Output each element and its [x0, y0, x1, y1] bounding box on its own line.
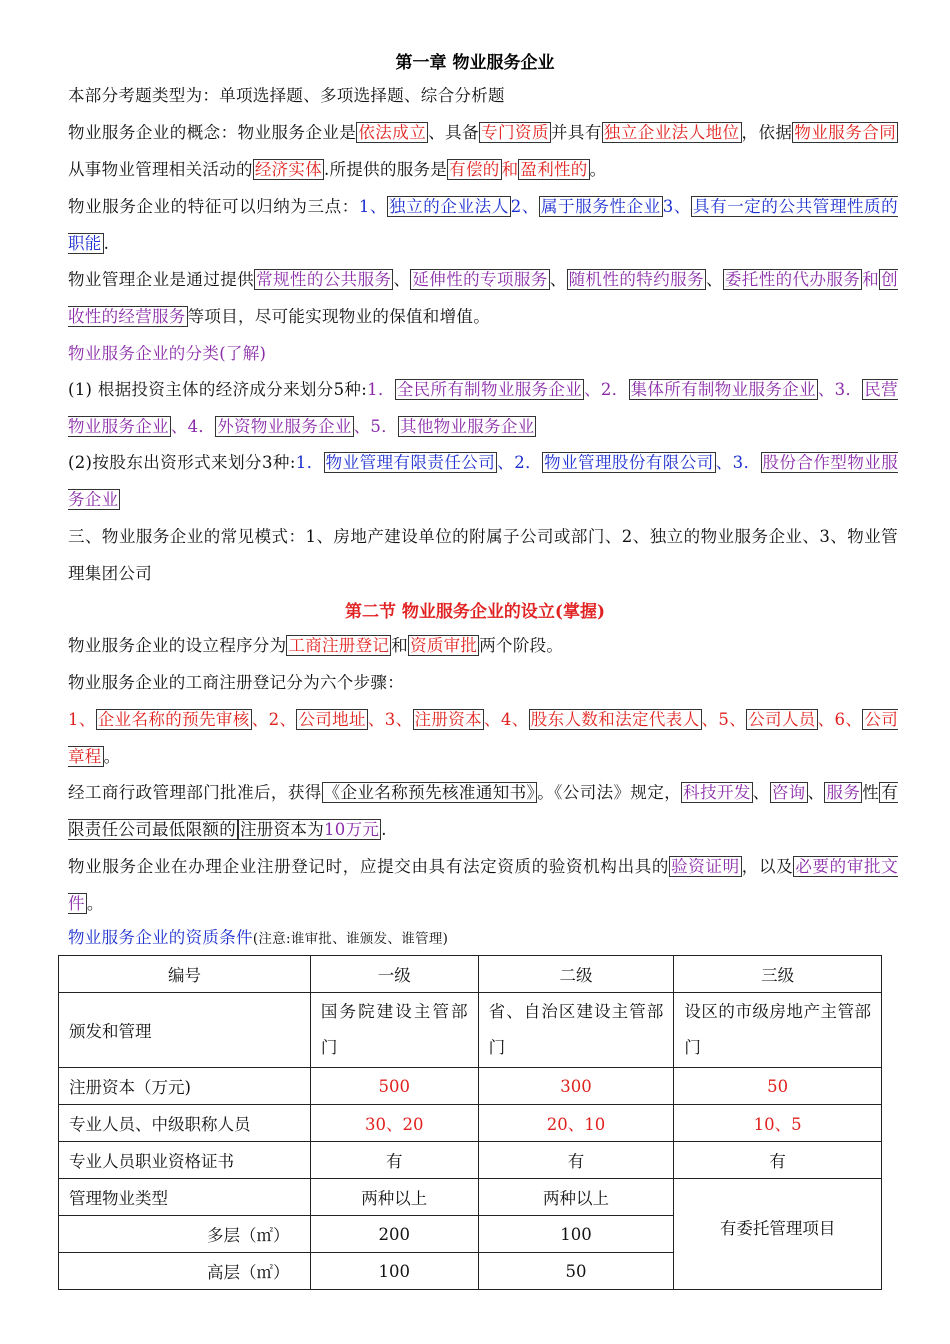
table-cell: 300 [478, 1068, 674, 1105]
min-capital-phrase: 有限责任公司最低限额的 [68, 783, 899, 839]
header-level-2: 二级 [478, 956, 674, 993]
classification-heading: 物业服务企业的分类(了解) [68, 344, 267, 363]
header-level-3: 三级 [674, 956, 882, 993]
row-label: 注册资本（万元) [59, 1068, 311, 1105]
service-regular: 常规性的公共服务 [256, 270, 392, 289]
table-cell: 有委托管理项目 [674, 1179, 882, 1290]
qualification-table [58, 955, 882, 1290]
class-collective: 集体所有制物业服务企业 [630, 380, 816, 399]
type-tech: 科技开发 [683, 783, 751, 802]
table-cell: 省、自治区建设主管部门 [478, 993, 674, 1068]
approval-documents: 必要的审批文件 [68, 857, 898, 913]
verification-paragraph: 物业服务企业在办理企业注册登记时，应提交由具有法定资质的验资机构出具的 验资证明 ，以及 必要的审批文件 。 [68, 857, 898, 913]
table-cell: 有 [478, 1142, 674, 1179]
classification-by-investor: (1) 根据投资主体的经济成分来划分5种:1． 全民所有制物业服务企业 、2． 集体所有制物业服务企业 、3． 民营物业服务企业 、4． 外资物业服务企业 、5． 其他物业服务企业 [68, 380, 898, 436]
class-other: 其他物业服务企业 [400, 417, 535, 436]
table-row [59, 1068, 882, 1105]
feature-2: 属于服务性企业 [541, 197, 661, 216]
highlight-legal-person: 独立企业法人地位 [603, 123, 740, 142]
table-cell: 50 [478, 1253, 674, 1290]
table-cell: 50 [674, 1068, 882, 1105]
feature-1: 独立的企业法人 [389, 197, 509, 216]
table-cell: 20、10 [478, 1105, 674, 1142]
notice-name: 《企业名称预先核准通知书》 [323, 783, 536, 802]
table-cell: 两种以上 [310, 1179, 478, 1216]
highlight-qualification: 专门资质 [481, 123, 549, 142]
row-label: 高层（㎡） [59, 1253, 311, 1290]
services-paragraph: 物业管理企业是通过提供 常规性的公共服务 、 延伸性的专项服务 、 随机性的特约服务 、 委托性的代办服务 和 创收性的经营服务 等项目，尽可能实现物业的保值和增值。 [68, 270, 898, 326]
features-paragraph: 物业服务企业的特征可以归纳为三点：1、 独立的企业法人 2、 属于服务性企业 3、 具有一定的公共管理性质的职能 . [68, 197, 898, 253]
type-service: 服务 [826, 783, 861, 802]
row-label: 颁发和管理 [59, 993, 311, 1068]
class-foreign: 外资物业服务企业 [217, 417, 352, 436]
classification-by-shareholder: (2)按股东出资形式来划分3种:1． 物业管理有限责任公司 、2． 物业管理股份有限公司 、3． 股份合作型物业服务企业 [68, 453, 899, 509]
row-label: 专业人员、中级职称人员 [59, 1105, 311, 1142]
qualification-heading: 物业服务企业的资质条件(注意:谁审批、谁颁发、谁管理) [68, 928, 449, 947]
service-special: 随机性的特约服务 [568, 270, 704, 289]
table-cell: 10、5 [674, 1105, 882, 1142]
highlight-contract: 物业服务合同 [794, 123, 896, 142]
registration-steps: 1、 企业名称的预先审核 、2、 公司地址 、3、 注册资本 、4、 股东人数和法定代表人 、5、 公司人员 、6、 公司章程 。 [68, 710, 898, 766]
highlight-paid: 有偿的 [449, 160, 500, 179]
header-level-1: 一级 [310, 956, 478, 993]
step-shareholders: 股东人数和法定代表人 [530, 710, 700, 729]
table-cell: 国务院建设主管部门 [310, 993, 478, 1068]
table-row [59, 1105, 882, 1142]
table-cell: 200 [310, 1216, 478, 1253]
header-number: 编号 [59, 956, 311, 993]
step-address: 公司地址 [298, 710, 366, 729]
service-business: 创收性的经营服务 [68, 270, 898, 326]
class-stock: 物业管理股份有限公司 [544, 453, 714, 472]
table-cell: 有 [310, 1142, 478, 1179]
approval-paragraph: 经工商行政管理部门批准后，获得 《企业名称预先核准通知书》 。《公司法》规定， 科技开发 、 咨询 、 服务 性 有限责任公司最低限额的 注册资本为10万元 . [68, 783, 899, 839]
table-cell: 设区的市级房地产主管部门 [674, 993, 882, 1068]
highlight-lawful: 依法成立 [358, 123, 427, 142]
feature-3: 具有一定的公共管理性质的职能 [68, 197, 898, 253]
class-state: 全民所有制物业服务企业 [396, 380, 583, 399]
step-name-check: 企业名称的预先审核 [97, 710, 250, 729]
section-title: 第二节 物业服务企业的设立(掌握) [344, 602, 605, 622]
service-agency: 委托性的代办服务 [724, 270, 861, 289]
service-extended: 延伸性的专项服务 [412, 270, 548, 289]
highlight-economic-entity: 经济实体 [254, 160, 323, 179]
class-cooperative: 股份合作型物业服务企业 [68, 453, 899, 509]
steps-intro: 物业服务企业的工商注册登记分为六个步骤： [68, 673, 404, 692]
highlight-profit: 盈利性的 [520, 160, 588, 179]
table-row [59, 993, 882, 1068]
capital-certificate: 验资证明 [671, 857, 740, 876]
capital-amount: 注册资本为10万元 [240, 820, 380, 839]
stage-approval: 资质审批 [410, 636, 478, 655]
step-articles: 公司章程 [68, 710, 898, 766]
table-row [59, 1179, 882, 1216]
exam-types-line: 本部分考题类型为：单项选择题、多项选择题、综合分析题 [68, 86, 505, 105]
table-row [59, 1142, 882, 1179]
type-consult: 咨询 [771, 783, 806, 802]
class-limited: 物业管理有限责任公司 [325, 453, 496, 472]
table-cell: 100 [310, 1253, 478, 1290]
row-label: 多层（㎡） [59, 1216, 311, 1253]
concept-paragraph: 物业服务企业的概念：物业服务企业是 依法成立 、具备 专门资质 并具有 独立企业法人地位 ，依据 物业服务合同从事物业管理相关活动的 经济实体 .所提供的服务是 有偿的 和 盈利性的 。 [68, 123, 896, 179]
row-label: 专业人员职业资格证书 [59, 1142, 311, 1179]
stage-registration: 工商注册登记 [288, 636, 390, 655]
table-cell: 两种以上 [478, 1179, 674, 1216]
table-cell: 100 [478, 1216, 674, 1253]
setup-stages-paragraph: 物业服务企业的设立程序分为 工商注册登记 和 资质审批 两个阶段。 [68, 636, 564, 655]
common-modes-paragraph: 三、物业服务企业的常见模式：1、房地产建设单位的附属子公司或部门、2、独立的物业服务企业、3、物业管理集团公司 [68, 527, 898, 583]
chapter-title: 第一章 物业服务企业 [395, 53, 555, 73]
step-personnel: 公司人员 [748, 710, 816, 729]
step-capital: 注册资本 [414, 710, 483, 729]
table-row [59, 956, 882, 993]
row-label: 管理物业类型 [59, 1179, 311, 1216]
table-cell: 30、20 [310, 1105, 478, 1142]
class-private: 民营物业服务企业 [68, 380, 898, 436]
table-cell: 有 [674, 1142, 882, 1179]
table-cell: 500 [310, 1068, 478, 1105]
